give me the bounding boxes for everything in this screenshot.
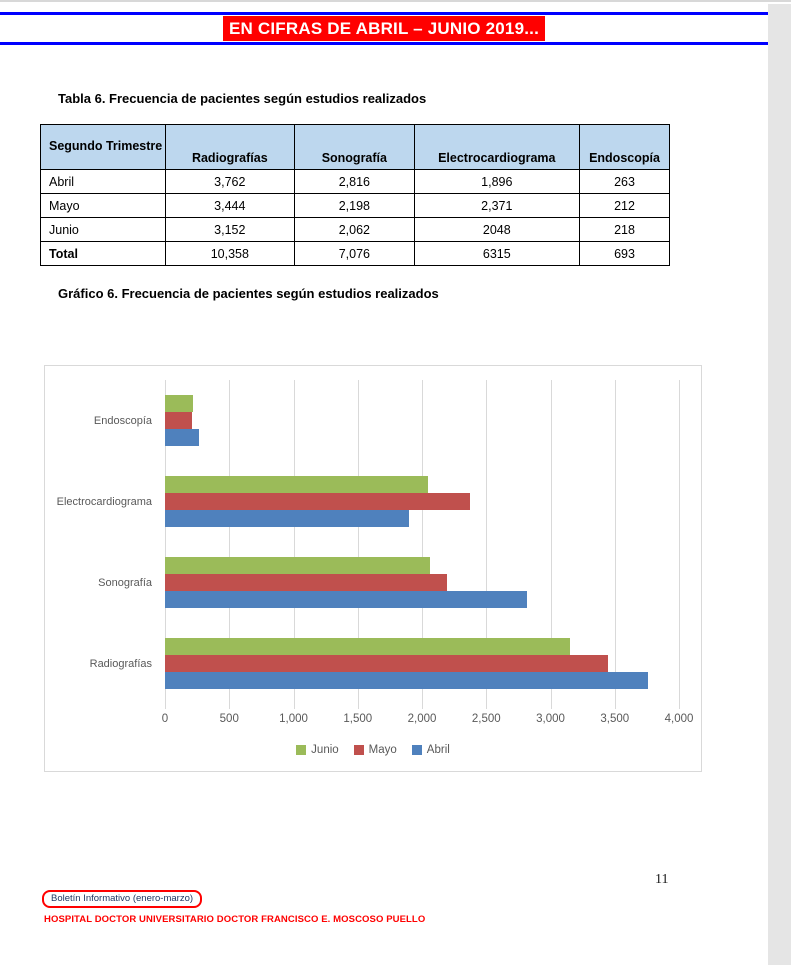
column-header: Endoscopía xyxy=(580,125,670,170)
table-body xyxy=(41,170,670,266)
category-label: Electrocardiograma xyxy=(56,495,152,508)
legend-swatch xyxy=(354,745,364,755)
boletin-badge: Boletín Informativo (enero-marzo) xyxy=(42,890,202,908)
category-label: Sonografía xyxy=(98,576,152,589)
row-label: Junio xyxy=(41,218,166,242)
table-cell: 263 xyxy=(580,170,670,194)
legend-label: Abril xyxy=(426,744,450,756)
bar-mayo xyxy=(165,655,608,672)
table-cell: 212 xyxy=(580,194,670,218)
bar-mayo xyxy=(165,574,447,591)
category-label: Radiografías xyxy=(89,657,152,670)
table-cell: 2,816 xyxy=(295,170,415,194)
bar-group xyxy=(165,476,679,527)
table-row xyxy=(41,218,670,242)
table-cell: 3,444 xyxy=(165,194,295,218)
document-header xyxy=(0,12,768,45)
bar-abril xyxy=(165,672,648,689)
bar-mayo xyxy=(165,493,470,510)
category-row xyxy=(98,542,679,623)
row-label: Abril xyxy=(41,170,166,194)
x-tick-label: 1,000 xyxy=(279,713,308,725)
bar-junio xyxy=(165,395,193,412)
right-gutter xyxy=(768,4,791,965)
bar-junio xyxy=(165,638,570,655)
table-cell: 3,152 xyxy=(165,218,295,242)
chart-legend xyxy=(45,744,701,756)
x-axis-labels xyxy=(161,713,694,728)
table-cell: 2,062 xyxy=(295,218,415,242)
legend-item xyxy=(296,744,339,756)
bar-abril xyxy=(165,429,199,446)
title-banner: EN CIFRAS DE ABRIL – JUNIO 2019... xyxy=(223,16,545,41)
legend-label: Junio xyxy=(311,744,339,756)
x-tick-label: 2,000 xyxy=(407,713,437,725)
category-label: Endoscopía xyxy=(93,414,152,427)
gridline xyxy=(679,380,680,709)
table-cell: 2048 xyxy=(414,218,579,242)
bar-group xyxy=(165,395,679,446)
category-row xyxy=(93,380,679,461)
table-cell: 1,896 xyxy=(414,170,579,194)
legend-item xyxy=(354,744,397,756)
bar-group xyxy=(165,557,679,608)
table-cell: 3,762 xyxy=(165,170,295,194)
x-tick-label: 2,500 xyxy=(471,713,501,725)
column-header: Electrocardiograma xyxy=(414,125,579,170)
row-label: Mayo xyxy=(41,194,166,218)
legend-label: Mayo xyxy=(368,744,397,756)
table-cell: 6315 xyxy=(414,242,579,266)
table-cell: 218 xyxy=(580,218,670,242)
table-cell: 7,076 xyxy=(295,242,415,266)
x-tick-label: 4,000 xyxy=(664,713,694,725)
table-cell: 2,371 xyxy=(414,194,579,218)
x-tick-label: 3,500 xyxy=(600,713,630,725)
column-header: Segundo Trimestre xyxy=(41,125,166,170)
column-header: Radiografías xyxy=(165,125,295,170)
legend-swatch xyxy=(412,745,422,755)
row-label: Total xyxy=(41,242,166,266)
bar-abril xyxy=(165,510,409,527)
legend-item xyxy=(412,744,450,756)
frequency-table xyxy=(40,124,670,266)
category-row xyxy=(89,623,679,704)
table-cell: 2,198 xyxy=(295,194,415,218)
page-number: 11 xyxy=(655,872,669,887)
category-row xyxy=(56,461,679,542)
x-tick-label: 3,000 xyxy=(536,713,565,725)
table-header-row xyxy=(41,125,670,170)
table-row xyxy=(41,194,670,218)
table-cell: 10,358 xyxy=(165,242,295,266)
bar-junio xyxy=(165,476,428,493)
bar-mayo xyxy=(165,412,192,429)
bar-junio xyxy=(165,557,430,574)
bar-abril xyxy=(165,591,527,608)
x-tick-label: 1,500 xyxy=(343,713,373,725)
chart-frame xyxy=(44,365,702,772)
x-tick-label: 0 xyxy=(161,713,169,725)
table-cell: 693 xyxy=(580,242,670,266)
legend-swatch xyxy=(296,745,306,755)
chart-caption: Gráfico 6. Frecuencia de pacientes según estudios realizados xyxy=(58,286,439,301)
hospital-name: HOSPITAL DOCTOR UNIVERSITARIO DOCTOR FRANCISCO E. MOSCOSO PUELLO xyxy=(44,914,426,925)
column-header: Sonografía xyxy=(295,125,415,170)
table-row xyxy=(41,170,670,194)
chart-plot xyxy=(56,380,679,704)
bar-group xyxy=(165,638,679,689)
x-tick-label: 500 xyxy=(219,713,239,725)
table-row xyxy=(41,242,670,266)
header-rule-bottom xyxy=(0,42,768,45)
table-caption: Tabla 6. Frecuencia de pacientes según estudios realizados xyxy=(58,91,427,106)
